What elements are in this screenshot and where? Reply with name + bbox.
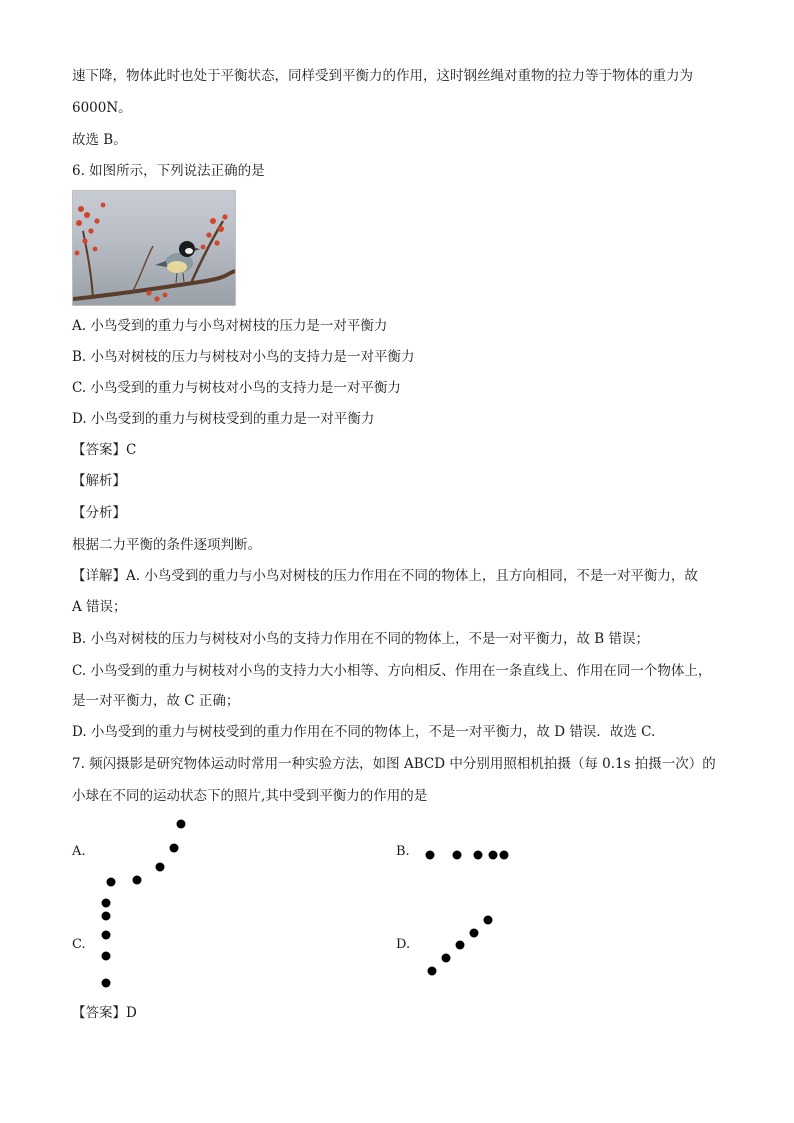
q7-answer-tag: 【答案】: [72, 1005, 126, 1021]
diagram-c-dots: [102, 899, 111, 988]
prev-solution-answer: 故选 B。: [72, 132, 127, 148]
q6-detail-line-5: 是一对平衡力，故 C 正确；: [72, 693, 240, 709]
q6-detail-line-4: C. 小鸟受到的重力与树枝对小鸟的支持力大小相等、方向相反、作用在一条直线上、作用在同一个物体上，: [72, 663, 712, 679]
q6-fenxi-tag: 【分析】: [72, 505, 126, 521]
diagram-label-a: A.: [72, 844, 86, 859]
prev-solution-line-1: 速下降，物体此时也处于平衡状态，同样受到平衡力的作用，这时钢丝绳对重物的拉力等于物体的重力为: [72, 68, 693, 84]
diagram-b-dots: [426, 851, 509, 860]
q6-option-b: B. 小鸟对树枝的压力与树枝对小鸟的支持力是一对平衡力: [72, 349, 415, 365]
q7-answer: [72, 1003, 137, 1023]
q6-detail-text-1: A. 小鸟受到的重力与小鸟对树枝的压力作用在不同的物体上，且方向相同，不是一对平衡力，故: [126, 568, 698, 584]
q6-answer-value: C: [126, 442, 137, 458]
q6-stem: 6. 如图所示，下列说法正确的是: [72, 163, 265, 179]
q6-option-d: D. 小鸟受到的重力与树枝受到的重力是一对平衡力: [72, 411, 375, 427]
prev-solution-line-2: 6000N。: [72, 100, 132, 116]
q6-detail-line-6: D. 小鸟受到的重力与树枝受到的重力作用在不同的物体上，不是一对平衡力，故 D 错误．故选 C.: [72, 724, 656, 740]
diagram-a-dots: [107, 820, 186, 887]
q7-stem-line-1: 7. 频闪摄影是研究物体运动时常用一种实验方法，如图 ABCD 中分别用照相机拍摄（每 0.1s 拍摄一次）的: [72, 756, 716, 772]
q6-analysis-tag: 【解析】: [72, 473, 126, 489]
diagram-label-b: B.: [396, 844, 410, 859]
diagram-label-c: C.: [72, 937, 86, 952]
q6-detail-tag: 【详解】: [72, 568, 126, 584]
q7-answer-value: D: [126, 1005, 137, 1021]
q6-detail-line-3: B. 小鸟对树枝的压力与树枝对小鸟的支持力作用在不同的物体上，不是一对平衡力，故 B 错误；: [72, 631, 650, 647]
q6-detail-line-2: A 错误；: [72, 599, 127, 615]
q6-option-c: C. 小鸟受到的重力与树枝对小鸟的支持力是一对平衡力: [72, 380, 401, 396]
diagram-d-dots: [428, 916, 493, 976]
diagram-label-d: D.: [396, 937, 411, 952]
q6-option-a: A. 小鸟受到的重力与小鸟对树枝的压力是一对平衡力: [72, 318, 388, 334]
q6-answer-tag: 【答案】: [72, 442, 126, 458]
q6-fenxi-text: 根据二力平衡的条件逐项判断。: [72, 537, 261, 553]
q7-stem-line-2: 小球在不同的运动状态下的照片,其中受到平衡力的作用的是: [72, 788, 428, 804]
